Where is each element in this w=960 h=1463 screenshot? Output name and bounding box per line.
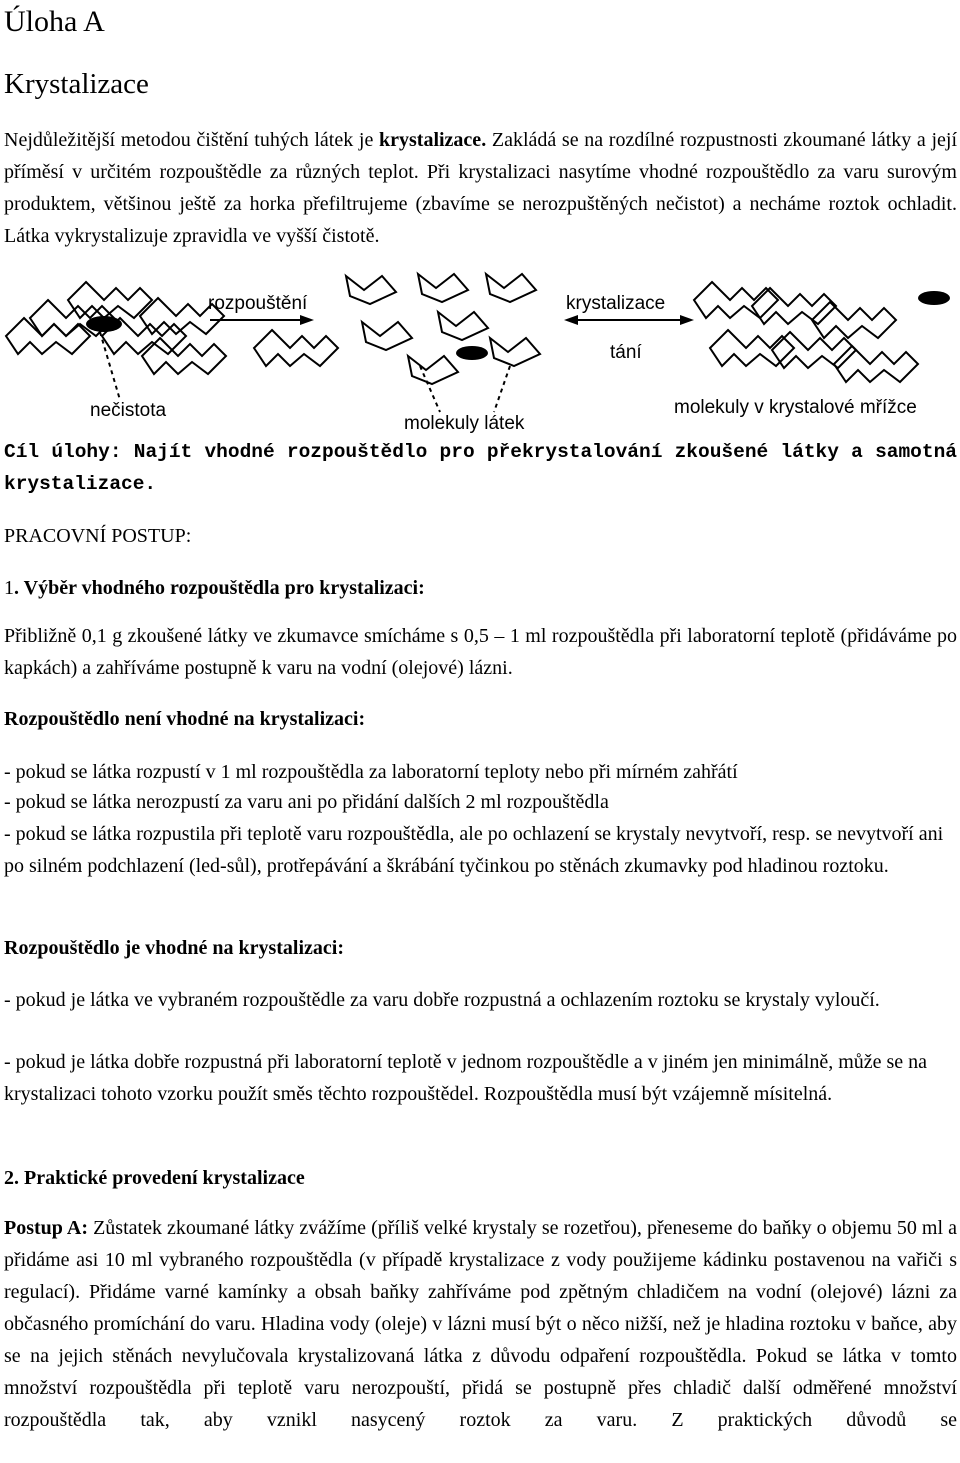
label-lattice: molekuly v krystalové mřížce — [674, 397, 917, 418]
molecules-pointer-a — [420, 366, 440, 412]
suitable-heading — [4, 932, 957, 964]
procedure-heading: PRACOVNÍ POSTUP: — [4, 525, 192, 547]
label-impurity: nečistota — [90, 400, 167, 421]
molecules-pointer-b — [494, 366, 510, 412]
impurity-pointer-left — [100, 332, 120, 400]
arrow-melting-head — [564, 315, 578, 325]
step1-text: Přibližně 0,1 g zkoušené látky ve zkumavce smícháme s 0,5 – 1 ml rozpouštědla při laboratorní teplotě (přidáváme po kapkách) a zahříváme postupně k varu na vodní (olejové) lázni. — [4, 625, 957, 679]
step1-heading — [4, 572, 957, 604]
arrow-dissolution-head — [300, 315, 314, 325]
postup-a-paragraph — [4, 1212, 957, 1436]
step1-number: 1 — [4, 577, 14, 599]
step2-heading-text: 2. Praktické provedení krystalizace — [4, 1167, 305, 1189]
arrow-crystallization-head — [680, 315, 694, 325]
suitable-item-2: - pokud je látka dobře rozpustná při laboratorní teplotě v jednom rozpouštědle a v jiném jen minimálně, může se na krystalizaci tohoto vzorku použít směs těchto rozpouštědel. Rozpouštědla musí být vzájemně mísitelná. — [4, 1051, 928, 1105]
dissolved-molecules — [346, 274, 540, 384]
crystallization-diagram — [0, 262, 960, 442]
intro-paragraph — [4, 124, 957, 252]
label-molecules: molekuly látek — [404, 413, 525, 434]
intro-keyword: krystalizace. — [379, 129, 487, 151]
unsuitable-item-3: - pokud se látka rozpustila při teplotě varu rozpouštědla, ale po ochlazení se krystaly nevytvoří, resp. se nevytvoří ani po silném podchlazení (led-sůl), protřepávání a škrábání tyčinkou po stěnách zkumavky pod hladinou roztoku. — [4, 823, 944, 877]
goal-statement — [4, 436, 957, 500]
unsuitable-item-2: - pokud se látka nerozpustí za varu ani po přidání dalších 2 ml rozpouštědla — [4, 791, 609, 813]
impurity-blob-left — [86, 316, 122, 332]
section-title: Krystalizace — [4, 68, 149, 100]
crystal-lattice-right — [694, 282, 918, 382]
goal-line-1: Cíl úlohy: Najít vhodné rozpouštědlo pro překrystalování zkoušené látky a samotná — [4, 441, 957, 463]
page-title: Úloha A — [4, 5, 105, 38]
suitable-item-1: - pokud je látka ve vybraném rozpouštědle za varu dobře rozpustná a ochlazením roztoku se krystaly vyloučí. — [4, 989, 880, 1011]
intro-text-2: Zakládá se na rozdílné rozpustnosti zkoumané látky a její příměsí v určitém rozpouštědle za různých teplot. Při krystalizaci nasytíme vhodné rozpouštědlo za varu surovým produktem, většinou ještě za horka přefiltrujeme (zbavíme se nerozpuštěných nečistot) a necháme roztok ochladit. Látka vykrystalizuje zpravidla ve vyšší čistotě. — [4, 129, 958, 247]
intro-text-1: Nejdůležitější metodou čištění tuhých látek je — [4, 129, 379, 151]
impurity-blob-right — [918, 291, 950, 305]
label-dissolution: rozpouštění — [208, 293, 308, 314]
step2-heading — [4, 1162, 957, 1194]
unsuitable-item-1: - pokud se látka rozpustí v 1 ml rozpouštědla za laboratorní teploty nebo při mírném zahřátí — [4, 761, 738, 783]
postup-a-label: Postup A: — [4, 1217, 88, 1239]
suitable-heading-text: Rozpouštědlo je vhodné na krystalizaci: — [4, 937, 344, 959]
unsuitable-heading-text: Rozpouštědlo není vhodné na krystalizaci: — [4, 708, 366, 730]
impurity-blob-middle — [456, 346, 488, 360]
unsuitable-heading — [4, 703, 957, 735]
label-melting: tání — [610, 342, 642, 363]
label-crystallization: krystalizace — [566, 293, 666, 314]
goal-line-2: krystalizace. — [4, 473, 157, 495]
postup-a-text: Zůstatek zkoumané látky zvážíme (příliš velké krystaly se rozetřou), přeneseme do baňky o objemu 50 ml a přidáme asi 10 ml vybraného rozpouštědla (v případě krystalizace z vody použijeme kádinku postavenou na vařiči s regulací). Přidáme varné kamínky a obsah baňky zahříváme pod zpětným chladičem na vodní (olejové) lázni za občasného promíchání do varu. Hladina vody (oleje) v lázni musí být o něco nižší, než je hladina roztoku v baňce, aby se na jejich stěnách nevylučovala krystalizovaná látka z důvodu odpaření rozpouštědla. Pokud se látka v tomto množství rozpouštědla při teplotě varu nerozpouští, přidá se postupně přes chladič další odměřené množství rozpouštědla tak, aby vznikl nasycený roztok za varu. Z praktických důvodů se — [4, 1217, 958, 1431]
step1-title: . Výběr vhodného rozpouštědla pro krystalizaci: — [14, 577, 425, 599]
